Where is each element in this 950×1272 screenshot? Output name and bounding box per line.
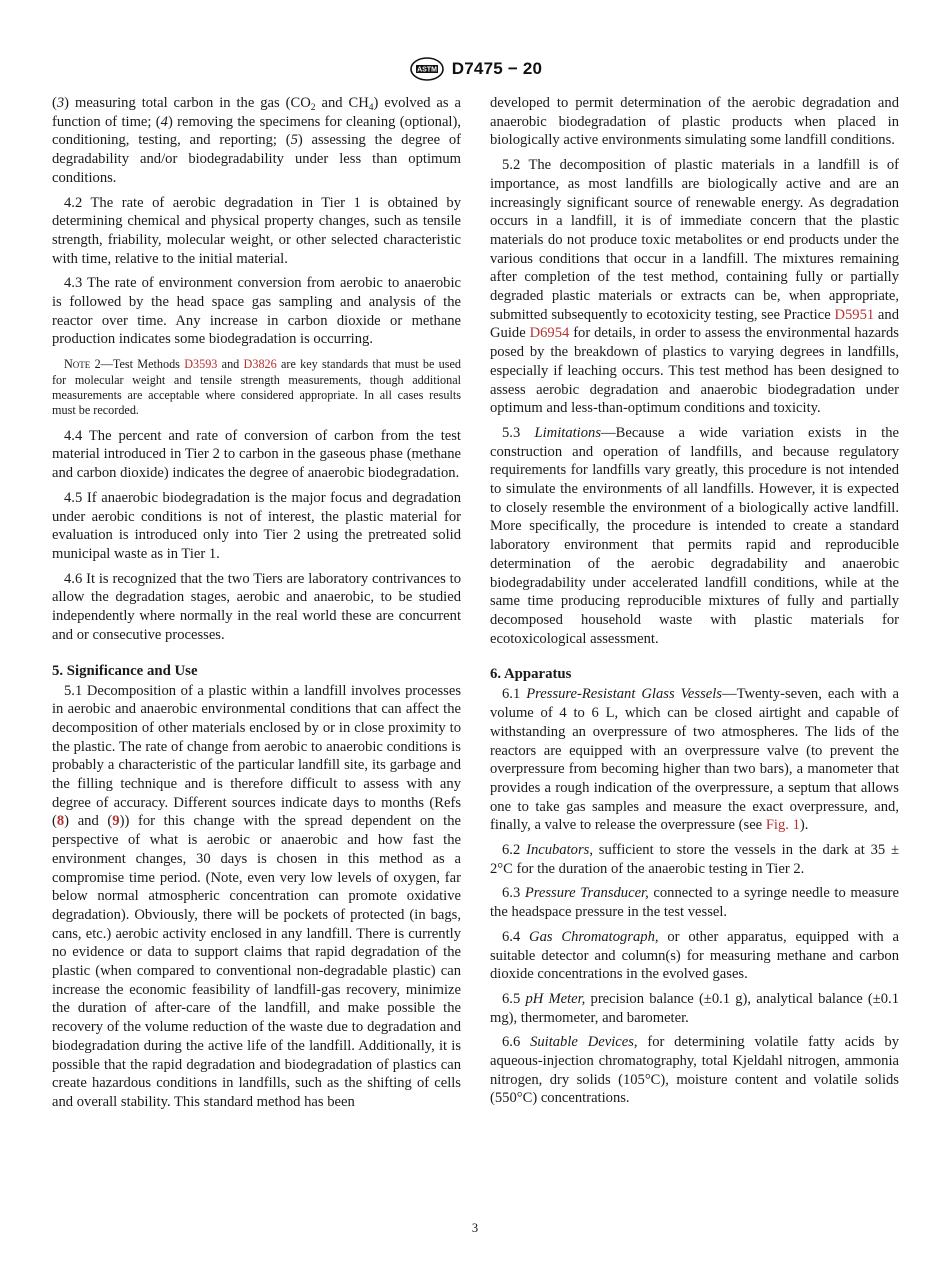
paragraph-6-2: 6.2 Incubators, sufficient to store the vessels in the dark at 35 ± 2°C for the duration of the anaerobic testing in Tier 2. bbox=[490, 842, 900, 877]
paragraph-4-6: 4.6 It is recognized that the two Tiers are laboratory contrivances to allow the degradation stages, aerobic and anaerobic, to be studied independently where normally in the real world these are concurrent and or consecutive processes. bbox=[52, 570, 461, 643]
paragraph-6-6: 6.6 Suitable Devices, for determining volatile fatty acids by aqueous-injection chromatography, total Kjeldahl nitrogen, ammonia nitrogen, dry solids (105°C), moisture content and volatile solids (550°C) concentrations. bbox=[490, 1034, 900, 1107]
paragraph-4-5: 4.5 If anaerobic biodegradation is the major focus and degradation under aerobic conditions is not of interest, the plastic material for evaluation is introduced only into Tier 2 using the pretreated solid municipal waste as in Tier 1. bbox=[52, 489, 461, 562]
link-d6954[interactable]: D6954 bbox=[529, 325, 570, 342]
link-d3826[interactable]: D3826 bbox=[243, 357, 277, 372]
paragraph-5-1-continued: developed to permit determination of the aerobic degradation and anaerobic biodegradation of plastic products when placed in biologically active environments simulating some landfill conditions. bbox=[490, 95, 899, 149]
page-number: 3 bbox=[471, 1221, 479, 1235]
ref-8-link[interactable]: 8 bbox=[56, 813, 65, 830]
paragraph-5-2: 5.2 The decomposition of plastic materials in a landfill is of importance, as most landfills are biologically active and are an increasingly significant source of renewable energy. As degradation occurs in a landfill, it is of immediate concern that the plastic materials do not produce toxic metabolites or end products under the various conditions that occur in a landfill. The mixtures remaining after completion of the test method, containing fully or partially degraded plastic materials or extracts can be, when appropriate, submitted subsequently to ecotoxicity testing, see Practice D5951 and Guide D6954 for details, in order to assess the environmental hazards posed by the breakdown of plastics to varying degrees in landfills, especially if leaching occurs. This test method has been designed to assess aerobic degradation and anaerobic biodegradation under optimum and less-than-optimum conditions and toxicity. bbox=[490, 157, 899, 417]
paragraph-4-2: 4.2 The rate of aerobic degradation in Tier 1 is obtained by determining chemical and physical property changes, such as tensile strength, friability, molecular weight, or other selected characteristic with time, relative to the initial material. bbox=[52, 194, 461, 267]
section-6-heading: 6. Apparatus bbox=[490, 666, 572, 683]
paragraph-4-3: 4.3 The rate of environment conversion from aerobic to anaerobic is followed by the head space gas sampling and analysis of the reactor over time. Any increase in carbon dioxide or methane production indicates some biodegradation is occurring. bbox=[52, 275, 461, 348]
paragraph-6-1: 6.1 Pressure-Resistant Glass Vessels—Twenty-seven, each with a volume of 4 to 6 L, which can be closed airtight and capable of withstanding an overpressure of two atmospheres. The lids of the reactors are equipped with an overpressure valve (to prevent the overpressure from becoming higher than two bars), a manometer that provides a rough indication of the overpressure, a septum that allows one to take gas samples and measure the exact overpressure, and, finally, a valve to release the overpressure (see Fig. 1). bbox=[490, 686, 899, 834]
note-2: Note 2—Test Methods D3593 and D3826 are key standards that must be used for molecular weight and tensile strength measurements, though additional measurements are acceptable where considered appropriate. In all cases results must be recorded. bbox=[52, 357, 461, 418]
paragraph-4-1-continued: (3) measuring total carbon in the gas ($CO_2$ and $CH_4$) evolved as a function of time; (4) removing the specimens for cleaning (optional), conditioning, testing, and reporting; (5) assessing the degree of degradability and/or biodegradability under less than optimum conditions. bbox=[52, 95, 461, 186]
standard-designation: D7475 − 20 bbox=[451, 59, 543, 78]
paragraph-6-3: 6.3 Pressure Transducer, connected to a syringe needle to measure the headspace pressure in the test vessel. bbox=[490, 885, 899, 921]
left-column bbox=[52, 94, 461, 1118]
svg-text:ASTM: ASTM bbox=[416, 66, 437, 74]
paragraph-5-1: 5.1 Decomposition of a plastic within a landfill involves processes in aerobic and anaerobic environmental conditions that can affect the decomposition of other materials enclosed by or in close proximity to the plastic. The rate of change from aerobic to anaerobic conditions is probably a characteristic of the particular landfill site, its garbage and the filling technique and is therefore difficult to assess with any degree of accuracy. Different sources indicate days to months (Refs (8) and (9)) for this change with the spread dependent on the perspective of what is aerobic or anaerobic and how fast the environment changes, 30 days is chosen in this method as a compromise time period. (Note, even very low levels of oxygen, far below normal atmospheric concentration can promote oxidative degradation). Obviously, there will be pockets of protected (in bags, cans, etc.) aerobic activity enclosed in any landfill. There is currently no evidence or data to support claims that rapid degradation of the plastic (when compared to conventional non-degradable plastic) can increase the economic feasibility of landfill-gas recovery, minimize the duration of after-care of the landfill, and make possible the recovery of the volume reduction of the waste due to degradation and biodegradation during the active life of the landfill. Additionally, it is possible that the rapid degradation and biodegradation of plastics can create hazardous conditions in landfills, such as the shifting of cells and overall stability. This standard method has been bbox=[52, 682, 461, 1110]
paragraph-6-4: 6.4 Gas Chromatograph, or other apparatus, equipped with a suitable detector and column(s) for measuring methane and carbon dioxide concentrations in the evolved gases. bbox=[490, 928, 899, 983]
right-column bbox=[490, 94, 899, 1114]
page-header bbox=[0, 56, 950, 82]
paragraph-4-4: 4.4 The percent and rate of conversion of carbon from the test material introduced in Tier 2 to carbon in the gaseous phase (methane and carbon dioxide) indicates the degree of anaerobic biodegradation. bbox=[52, 427, 461, 482]
paragraph-6-5: 6.5 pH Meter, precision balance (±0.1 g), analytical balance (±0.1 mg), thermometer, and barometer. bbox=[490, 990, 899, 1026]
link-d3593[interactable]: D3593 bbox=[184, 357, 218, 372]
link-fig-1[interactable]: Fig. 1 bbox=[765, 817, 800, 834]
paragraph-5-3: 5.3 Limitations—Because a wide variation exists in the construction and operation of landfills, and because regulatory requirements for landfills vary greatly, this procedure is not intended to simulate the environments of all landfills. However, it is expected to closely resemble the environment of a biologically active landfill. More specifically, the procedure is intended to create a standard laboratory environment that permits rapid and reproducible determination of the aerobic degradability and anaerobic biodegradability under accelerated landfill conditions, while at the same time producing reproducible mixtures of fully and partially decomposed household waste with plastic materials for ecotoxicological assessment. bbox=[490, 424, 899, 647]
section-5-heading: 5. Significance and Use bbox=[52, 662, 198, 679]
link-d5951[interactable]: D5951 bbox=[834, 306, 875, 323]
ref-9-link[interactable]: 9 bbox=[112, 813, 120, 830]
astm-logo-icon bbox=[408, 56, 446, 82]
